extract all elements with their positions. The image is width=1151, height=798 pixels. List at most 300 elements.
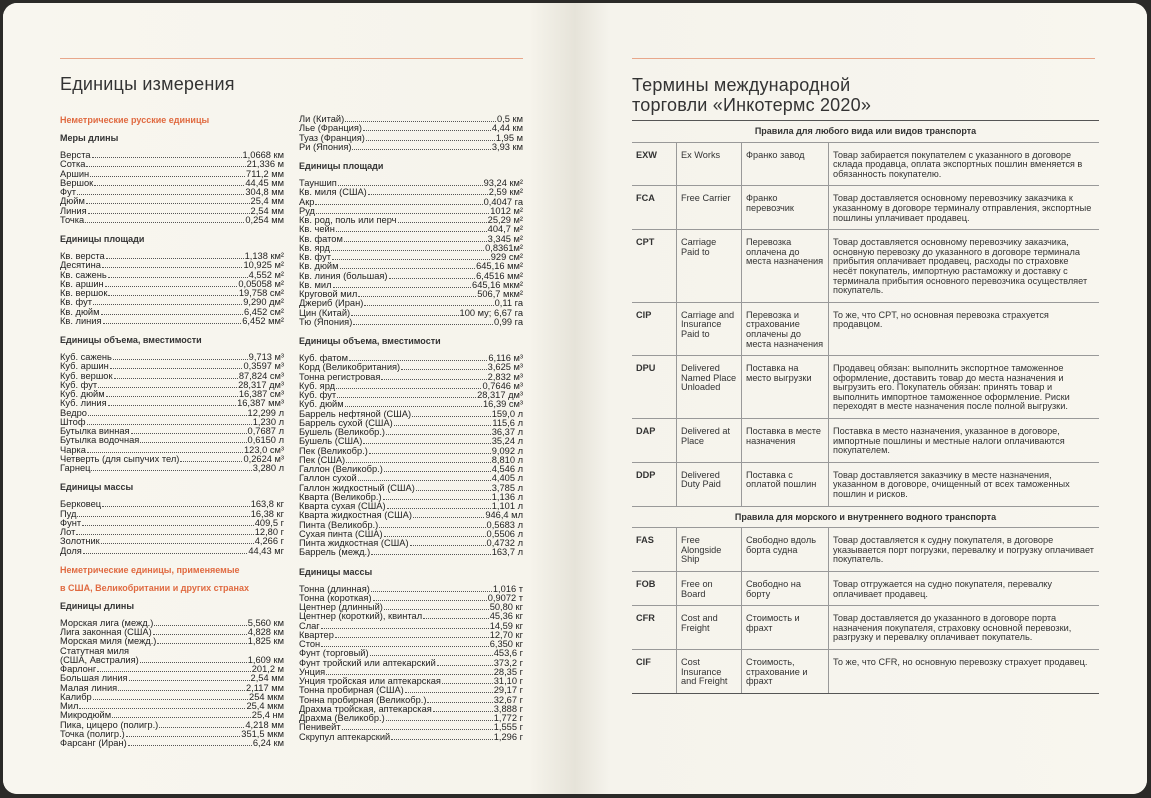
- unit-row: [299, 447, 523, 456]
- dot-leader: [338, 185, 483, 186]
- unit-row: [60, 252, 284, 261]
- term-code: DPU: [632, 356, 677, 419]
- page-title: [632, 75, 871, 115]
- dot-leader: [371, 554, 491, 555]
- unit-name: Корд (Великобритания): [299, 363, 401, 373]
- subsection-heading: Единицы массы: [299, 566, 373, 577]
- unit-value: 351,5 мкм: [241, 729, 284, 739]
- unit-value: 0,99 га: [493, 317, 523, 327]
- unit-name: Золотник: [60, 537, 100, 547]
- section-heading: в США, Великобритании и других странах: [60, 582, 249, 593]
- unit-name: Кв. дюйм: [60, 307, 100, 317]
- unit-value: 4,44 км: [491, 124, 523, 134]
- unit-name: Мил: [60, 702, 79, 711]
- dot-leader: [366, 140, 495, 141]
- unit-name: Ри (Япония): [299, 142, 352, 152]
- unit-name: Тонна (длинная): [299, 584, 370, 594]
- unit-value: 2,832 м³: [487, 372, 523, 382]
- unit-row: [60, 693, 284, 702]
- unit-name: Дюйм: [60, 197, 85, 207]
- dot-leader: [128, 745, 252, 746]
- unit-row: [60, 179, 284, 188]
- unit-value: 0,7646 м³: [482, 381, 523, 391]
- dot-leader: [331, 250, 484, 251]
- dot-leader: [389, 278, 476, 279]
- dot-leader: [369, 453, 491, 454]
- unit-name: Акр: [299, 197, 315, 207]
- unit-row: [299, 207, 523, 216]
- term-row-cpt: [632, 230, 1099, 303]
- term-row-exw: [632, 142, 1099, 186]
- dot-leader: [363, 130, 491, 131]
- unit-row: [299, 511, 523, 520]
- unit-name: Фут: [60, 188, 76, 197]
- unit-value: 1,296 г: [493, 732, 523, 742]
- dot-leader: [405, 692, 493, 693]
- unit-value: 16,39 см³: [483, 400, 523, 410]
- unit-value: 123,0 см³: [244, 445, 284, 455]
- unit-row: [299, 612, 523, 621]
- unit-name: Круговой мил: [299, 290, 358, 299]
- dot-leader: [315, 204, 482, 205]
- unit-name: Аршин: [60, 169, 90, 179]
- unit-value: 506,7 мкм²: [477, 290, 523, 299]
- dot-leader: [345, 121, 496, 122]
- unit-value: 254 мкм: [249, 692, 284, 702]
- dot-leader: [437, 665, 493, 666]
- dot-leader: [342, 729, 493, 730]
- dot-leader: [93, 699, 248, 700]
- dot-leader: [97, 671, 250, 672]
- dot-leader: [394, 425, 492, 426]
- dot-leader: [90, 176, 245, 177]
- unit-value: 1,136 л: [491, 492, 523, 502]
- spacer: [299, 558, 523, 567]
- unit-row: [299, 419, 523, 428]
- term-description: Продавец обязан: выполнить экспортное таможенное оформление, доставить товар до места назначения и выгрузить его. Покупатель обязан: принять товар и выполнить импортное таможенное оформление. Риски переходят в месте назначения после полной выгрузки.: [829, 356, 1100, 419]
- unit-name: Драхма тройская, аптекарская: [299, 704, 432, 714]
- term-english: Delivered at Place: [677, 419, 742, 463]
- unit-name: Тонна пробирная (США): [299, 686, 404, 696]
- dot-leader: [381, 379, 486, 380]
- dot-leader: [391, 739, 493, 740]
- unit-value: 2,54 мм: [250, 206, 284, 216]
- dot-leader: [442, 683, 493, 684]
- unit-value: 36,37 л: [491, 428, 523, 437]
- unit-value: 10,925 м²: [243, 261, 284, 271]
- unit-name: Калибр: [60, 692, 92, 702]
- unit-name: Пек (Великобр.): [299, 446, 368, 456]
- unit-row: [60, 289, 284, 298]
- unit-row: [299, 677, 523, 686]
- term-english: Cost Insurance and Freight: [677, 649, 742, 693]
- unit-name: Кварта сухая (США): [299, 502, 386, 511]
- unit-value: 4,828 км: [247, 628, 284, 637]
- dot-leader: [346, 462, 491, 463]
- dot-leader: [101, 314, 244, 315]
- unit-row: [299, 594, 523, 603]
- dot-leader: [103, 323, 242, 324]
- unit-name: Галлон сухой: [299, 474, 357, 484]
- unit-row: [60, 674, 284, 683]
- dot-leader: [416, 490, 491, 491]
- unit-row: [60, 446, 284, 455]
- dot-leader: [131, 433, 247, 434]
- unit-row: [60, 665, 284, 674]
- unit-row: [299, 548, 523, 557]
- unit-name: Точка (полигр.): [60, 729, 125, 739]
- term-english: Delivered Named Place Unloaded: [677, 356, 742, 419]
- unit-value: 0,6150 л: [247, 436, 284, 446]
- unit-name: Четверть (для сыпучих тел): [60, 454, 180, 464]
- unit-value: 6,350 кг: [489, 640, 523, 649]
- title-line-2: торговли «Инкотермс 2020»: [632, 95, 872, 115]
- term-description: Товар доставляется до указанного в договоре порта назначения покупателя, страховку основной перевозки, разгрузку и перевалку оплачивает покупатель.: [829, 606, 1100, 650]
- unit-value: 0,7687 л: [247, 427, 284, 436]
- group-header: Правила для морского и внутреннего водного транспорта: [632, 506, 1099, 528]
- unit-row: [60, 271, 284, 280]
- unit-name: Пуд: [60, 509, 77, 519]
- dot-leader: [321, 646, 489, 647]
- unit-value: 453,6 г: [493, 649, 523, 659]
- term-code: CPT: [632, 230, 677, 303]
- term-code: DAP: [632, 419, 677, 463]
- unit-name: Драхма (Великобр.): [299, 714, 385, 723]
- dot-leader: [98, 387, 237, 388]
- unit-name: Лье (Франция): [299, 124, 362, 134]
- unit-value: 3,625 м³: [487, 363, 523, 373]
- unit-value: 163,8 кг: [250, 500, 284, 510]
- unit-value: 50,80 кг: [489, 603, 523, 612]
- dot-leader: [326, 674, 493, 675]
- unit-row: [60, 455, 284, 464]
- unit-name: Баррель нефтяной (США): [299, 409, 412, 419]
- right-page: [575, 3, 1147, 794]
- dot-leader: [410, 545, 486, 546]
- unit-row: [299, 484, 523, 493]
- unit-value: 409,5 г: [254, 518, 284, 528]
- dot-leader: [337, 397, 476, 398]
- dot-leader: [154, 625, 246, 626]
- dot-leader: [345, 406, 482, 407]
- dot-leader: [336, 388, 481, 389]
- term-russian: Стоимость и фрахт: [742, 606, 829, 650]
- unit-name: Лот: [60, 528, 76, 537]
- unit-name: Тауншип: [299, 179, 337, 188]
- unit-value: 25,4 мкм: [246, 702, 284, 711]
- unit-name: Пек (США): [299, 455, 346, 465]
- unit-value: 25,29 м²: [487, 216, 523, 225]
- term-code: CIF: [632, 649, 677, 693]
- unit-name: Малая линия: [60, 683, 118, 693]
- unit-name: Пинта жидкостная (США): [299, 539, 409, 548]
- unit-row: [299, 253, 523, 262]
- unit-name: Десятина: [60, 261, 101, 271]
- unit-name: Унция тройская или аптекарская: [299, 677, 441, 686]
- unit-value: 16,387 мм³: [237, 399, 284, 409]
- dot-leader: [92, 157, 242, 158]
- dot-leader: [129, 680, 250, 681]
- unit-row: [299, 272, 523, 281]
- unit-value: 1,825 км: [247, 637, 284, 647]
- dot-leader: [384, 536, 486, 537]
- unit-row: [60, 362, 284, 371]
- unit-name: Доля: [60, 546, 82, 556]
- spacer: [299, 152, 523, 161]
- unit-row: [299, 382, 523, 391]
- top-rule: [60, 58, 523, 59]
- dot-leader: [379, 527, 485, 528]
- term-code: FCA: [632, 186, 677, 230]
- unit-row: [60, 656, 284, 665]
- term-english: Carriage Paid to: [677, 230, 742, 303]
- unit-value: 4,546 л: [491, 465, 523, 474]
- unit-name: Точка: [60, 215, 85, 225]
- unit-name: Тонна (короткая): [299, 593, 372, 603]
- subsection-heading: Единицы площади: [299, 161, 384, 171]
- unit-row: [299, 603, 523, 612]
- subsection-heading: Единицы длины: [60, 600, 135, 611]
- unit-value: 2,117 мм: [246, 683, 284, 693]
- dot-leader: [87, 424, 252, 425]
- unit-row: [60, 160, 284, 169]
- unit-row: [299, 530, 523, 539]
- unit-value: 0,8361м²: [485, 243, 523, 253]
- unit-row: [299, 668, 523, 677]
- spacer: [60, 556, 284, 565]
- unit-value: 159,0 л: [491, 409, 523, 419]
- term-russian: Поставка на место выгрузки: [742, 356, 829, 419]
- dot-leader: [427, 702, 492, 703]
- dot-leader: [387, 508, 491, 509]
- unit-row: [60, 519, 284, 528]
- unit-name: Ли (Китай): [299, 115, 345, 124]
- unit-row: [60, 730, 284, 739]
- unit-name: Слаг: [299, 621, 320, 631]
- units-column-1: [60, 115, 284, 748]
- dot-leader: [340, 268, 476, 269]
- unit-row: [60, 684, 284, 693]
- notebook-spread: [3, 3, 1147, 794]
- unit-name: Руд: [299, 206, 315, 216]
- unit-value: 9,713 м³: [248, 353, 284, 362]
- unit-row: [299, 299, 523, 308]
- dot-leader: [386, 720, 493, 721]
- unit-name: Туаз (Франция): [299, 133, 365, 143]
- unit-value: 645,16 мкм²: [472, 280, 523, 290]
- unit-name: Чарка: [60, 445, 86, 455]
- unit-value: 3,785 л: [491, 483, 523, 493]
- unit-value: 100 му; 6,67 га: [459, 308, 523, 318]
- unit-value: 25,4 нм: [251, 711, 284, 721]
- unit-row: [60, 739, 284, 748]
- unit-value: 16,38 кг: [250, 509, 284, 519]
- unit-name: Фарсанг (Иран): [60, 739, 127, 748]
- unit-name: Куб. фатом: [299, 354, 348, 363]
- unit-name: Морская миля (межд.): [60, 637, 157, 647]
- unit-value: 4,552 м²: [248, 270, 284, 280]
- term-row-fob: [632, 572, 1099, 606]
- unit-value: 1012 м²: [490, 206, 523, 216]
- unit-value: 2,54 мм: [250, 674, 284, 684]
- unit-name: Вершок: [60, 178, 94, 188]
- unit-row: [299, 143, 523, 152]
- unit-row: [60, 317, 284, 326]
- unit-row: [299, 714, 523, 723]
- term-english: Free Carrier: [677, 186, 742, 230]
- unit-name: Морская лига (межд.): [60, 618, 154, 628]
- dot-leader: [363, 443, 490, 444]
- term-russian: Поставка в месте назначения: [742, 419, 829, 463]
- dot-leader: [335, 637, 489, 638]
- unit-value: 0,3597 м³: [243, 362, 284, 372]
- unit-value: 28,317 дм³: [238, 380, 284, 390]
- spacer: [60, 473, 284, 482]
- term-russian: Франко завод: [742, 142, 829, 186]
- unit-name: Тонна регистровая: [299, 372, 381, 382]
- unit-row: [299, 502, 523, 511]
- unit-value: 29,17 г: [493, 686, 523, 696]
- unit-name: Сухая пинта (США): [299, 529, 383, 539]
- subsection-heading: Меры длины: [60, 133, 119, 143]
- dot-leader: [88, 213, 250, 214]
- unit-value: 6,452 мм²: [242, 316, 284, 326]
- unit-value: 711,2 мм: [246, 169, 284, 179]
- unit-row: [60, 619, 284, 628]
- unit-value: 163,7 л: [491, 548, 523, 558]
- unit-row: [299, 659, 523, 668]
- unit-name: Сотка: [60, 160, 86, 170]
- dot-leader: [349, 360, 487, 361]
- dot-leader: [364, 305, 493, 306]
- dot-leader: [82, 525, 254, 526]
- dot-leader: [384, 609, 489, 610]
- dot-leader: [180, 461, 242, 462]
- unit-name: Унция: [299, 667, 326, 677]
- spacer: [60, 225, 284, 234]
- unit-name: Куб. дюйм: [60, 390, 105, 399]
- dot-leader: [93, 304, 242, 305]
- unit-value: 4,266 г: [254, 537, 284, 547]
- dot-leader: [88, 415, 247, 416]
- dot-leader: [412, 416, 491, 417]
- unit-row: [60, 510, 284, 519]
- term-russian: Свободно вдоль борта судна: [742, 528, 829, 572]
- dot-leader: [87, 452, 243, 453]
- unit-value: 8,810 л: [491, 455, 523, 465]
- term-description: Товар доставляется к судну покупателя, в договоре указывается порт погрузки, перевалку и погрузку оплачивает покупатель.: [829, 528, 1100, 572]
- unit-row: [299, 585, 523, 594]
- term-russian: Франко перевозчик: [742, 186, 829, 230]
- unit-name: Кварта жидкостная (США): [299, 511, 412, 521]
- unit-row: [299, 225, 523, 234]
- dot-leader: [79, 708, 245, 709]
- unit-row: [60, 372, 284, 381]
- dot-leader: [86, 166, 245, 167]
- term-description: Товар отгружается на судно покупателя, перевалку оплачивает продавец.: [829, 572, 1100, 606]
- unit-name: Тю (Япония): [299, 317, 353, 327]
- unit-value: 1,95 м: [495, 133, 523, 143]
- term-russian: Поставка с оплатой пошлин: [742, 462, 829, 506]
- unit-row: [60, 537, 284, 546]
- unit-row: [299, 262, 523, 271]
- unit-value: 404,7 м²: [487, 225, 523, 235]
- unit-value: 115,6 л: [492, 418, 523, 428]
- unit-row: [60, 647, 284, 656]
- dot-leader: [106, 258, 244, 259]
- unit-name: Куб. фут: [60, 380, 98, 390]
- unit-name: Центнер (короткий), квинтал: [299, 612, 423, 622]
- unit-name: Бутылка водочная: [60, 436, 140, 446]
- unit-row: [299, 456, 523, 465]
- unit-name: Джериб (Иран): [299, 299, 364, 309]
- unit-value: 14,59 кг: [489, 621, 523, 631]
- page-title: Единицы измерения: [60, 74, 235, 94]
- term-english: Cost and Freight: [677, 606, 742, 650]
- dot-leader: [371, 591, 492, 592]
- unit-value: 31,10 г: [493, 677, 523, 686]
- subsection-heading: Единицы площади: [60, 234, 145, 244]
- term-russian: Свободно на борту: [742, 572, 829, 606]
- dot-leader: [94, 185, 244, 186]
- unit-name: Пика, цицеро (полигр.): [60, 720, 159, 730]
- term-code: FOB: [632, 572, 677, 606]
- unit-value: 44,43 мг: [248, 546, 284, 556]
- unit-row: [299, 640, 523, 649]
- unit-row: [299, 391, 523, 400]
- dot-leader: [344, 241, 487, 242]
- unit-row: [60, 188, 284, 197]
- term-row-fas: [632, 528, 1099, 572]
- unit-row: [299, 290, 523, 299]
- unit-name: Бушель (США): [299, 437, 363, 447]
- unit-row: [60, 151, 284, 160]
- unit-value: 16,387 см³: [238, 390, 284, 399]
- unit-value: 645,16 мм²: [476, 262, 523, 272]
- unit-name: Кв. вершок: [60, 289, 108, 298]
- dot-leader: [351, 315, 458, 316]
- unit-value: 0,4732 л: [486, 539, 523, 548]
- unit-value: 1,609 км: [247, 655, 284, 665]
- unit-row: [60, 436, 284, 445]
- unit-name: Тонна пробирная (Великобр.): [299, 695, 427, 705]
- unit-name: Большая линия: [60, 674, 128, 684]
- term-code: CIP: [632, 302, 677, 355]
- unit-name: Баррель (межд.): [299, 548, 371, 558]
- term-english: Delivered Duty Paid: [677, 462, 742, 506]
- dot-leader: [368, 194, 488, 195]
- unit-value: 1,772 г: [493, 714, 523, 723]
- dot-leader: [401, 369, 487, 370]
- unit-row: [60, 353, 284, 362]
- unit-value: 9,290 дм²: [243, 298, 284, 308]
- unit-row: [60, 702, 284, 711]
- unit-name: Пинта (Великобр.): [299, 520, 379, 530]
- unit-row: [299, 696, 523, 705]
- unit-name: Куб. сажень: [60, 353, 112, 362]
- term-description: Товар доставляется основному перевозчику заказчика, основную перевозку до указанного в договоре терминала прибытия оплачивает продавец, расходы по страховке несёт покупатель, импортную растаможку и доставку с терминала прибытия основного перевозчика осуществляет покупатель.: [829, 230, 1100, 303]
- unit-value: 35,24 л: [491, 437, 523, 447]
- unit-row: [299, 235, 523, 244]
- unit-value: 1,230 л: [252, 417, 284, 427]
- term-code: CFR: [632, 606, 677, 650]
- unit-value: 9,092 л: [491, 446, 523, 456]
- unit-name: Кв. фатом: [299, 234, 343, 244]
- unit-name: Кварта (Великобр.): [299, 492, 382, 502]
- dot-leader: [433, 711, 493, 712]
- unit-name: Кв. род, поль или перч: [299, 216, 397, 225]
- unit-name: Гарнец: [60, 464, 91, 473]
